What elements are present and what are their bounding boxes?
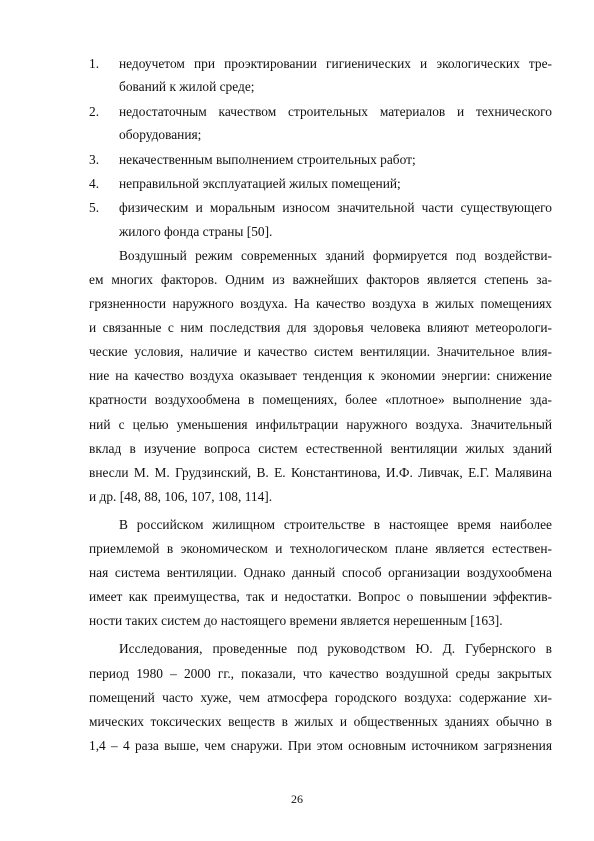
list-item-number: 3. [89,152,100,167]
list-item-line: оборудования; [119,127,202,142]
paragraph-line: приемлемой в экономическом и технологическом плане является естествен- [89,541,552,556]
list-item-number: 1. [89,56,100,71]
paragraph-line: ческие условия, наличие и качество систем вентиляции. Значительное влия- [89,344,552,359]
paragraph-line: грязненности наружного воздуха. На качество воздуха в жилых помещениях [89,296,552,311]
paragraph-line: кратности воздухообмена в помещениях, более «плотное» выполнение зда- [89,392,552,407]
paragraph-line: ний с целью уменьшения инфильтрации наружного воздуха. Значительный [89,417,552,432]
paragraph-line: период 1980 – 2000 гг., показали, что качество воздушной среды закрытых [89,666,552,681]
list-item-line: бований к жилой среде; [119,79,255,94]
list-item-line: неправильной эксплуатацией жилых помещений; [119,176,401,191]
list-item-line: недоучетом при проэктировании гигиенических и экологических тре- [119,56,552,71]
paragraph-line: В российском жилищном строительстве в настоящее время наиболее [119,517,552,532]
list-item-number: 4. [89,176,100,191]
list-item-line: физическим и моральным износом значительной части существующего [119,200,552,215]
paragraph-line: ности таких систем до настоящего времени является нерешенным [163]. [89,613,503,628]
list-item-number: 2. [89,104,100,119]
paragraph-line: помещений часто хуже, чем атмосфера городского воздуха: содержание хи- [89,690,552,705]
list-item-number: 5. [89,200,100,215]
list-item-line: жилого фонда страны [50]. [119,224,273,239]
paragraph-line: внесли М. М. Грудзинский, В. Е. Константинова, И.Ф. Ливчак, Е.Г. Малявина [89,465,552,480]
paragraph-line: ние на качество воздуха оказывает тенденция к экономии энергии: снижение [89,368,552,383]
list-item-line: недостаточным качеством строительных материалов и технического [119,104,552,119]
paragraph-line: имеет как преимущества, так и недостатки. Вопрос о повышении эффектив- [89,589,552,604]
paragraph-line: ная система вентиляции. Однако данный способ организации воздухообмена [89,565,552,580]
paragraph-line: и др. [48, 88, 106, 107, 108, 114]. [89,489,273,504]
paragraph-line: 1,4 – 4 раза выше, чем снаружи. При этом основным источником загрязнения [89,738,552,753]
list-item-line: некачественным выполнением строительных работ; [119,152,416,167]
paragraph-line: Воздушный режим современных зданий формируется под воздействи- [119,248,552,263]
paragraph-line: Исследования, проведенные под руководством Ю. Д. Губернского в [119,641,552,656]
paragraph-line: мических токсических веществ в жилых и общественных зданиях обычно в [89,714,552,729]
paragraph-line: и связанные с ним последствия для здоровья человека влияют метеорологи- [89,320,552,335]
page-number: 26 [291,792,303,806]
paragraph-line: ем многих факторов. Одним из важнейших факторов является степень за- [89,272,552,287]
paragraph-line: вклад в изучение вопроса систем естественной вентиляции жилых зданий [89,441,552,456]
